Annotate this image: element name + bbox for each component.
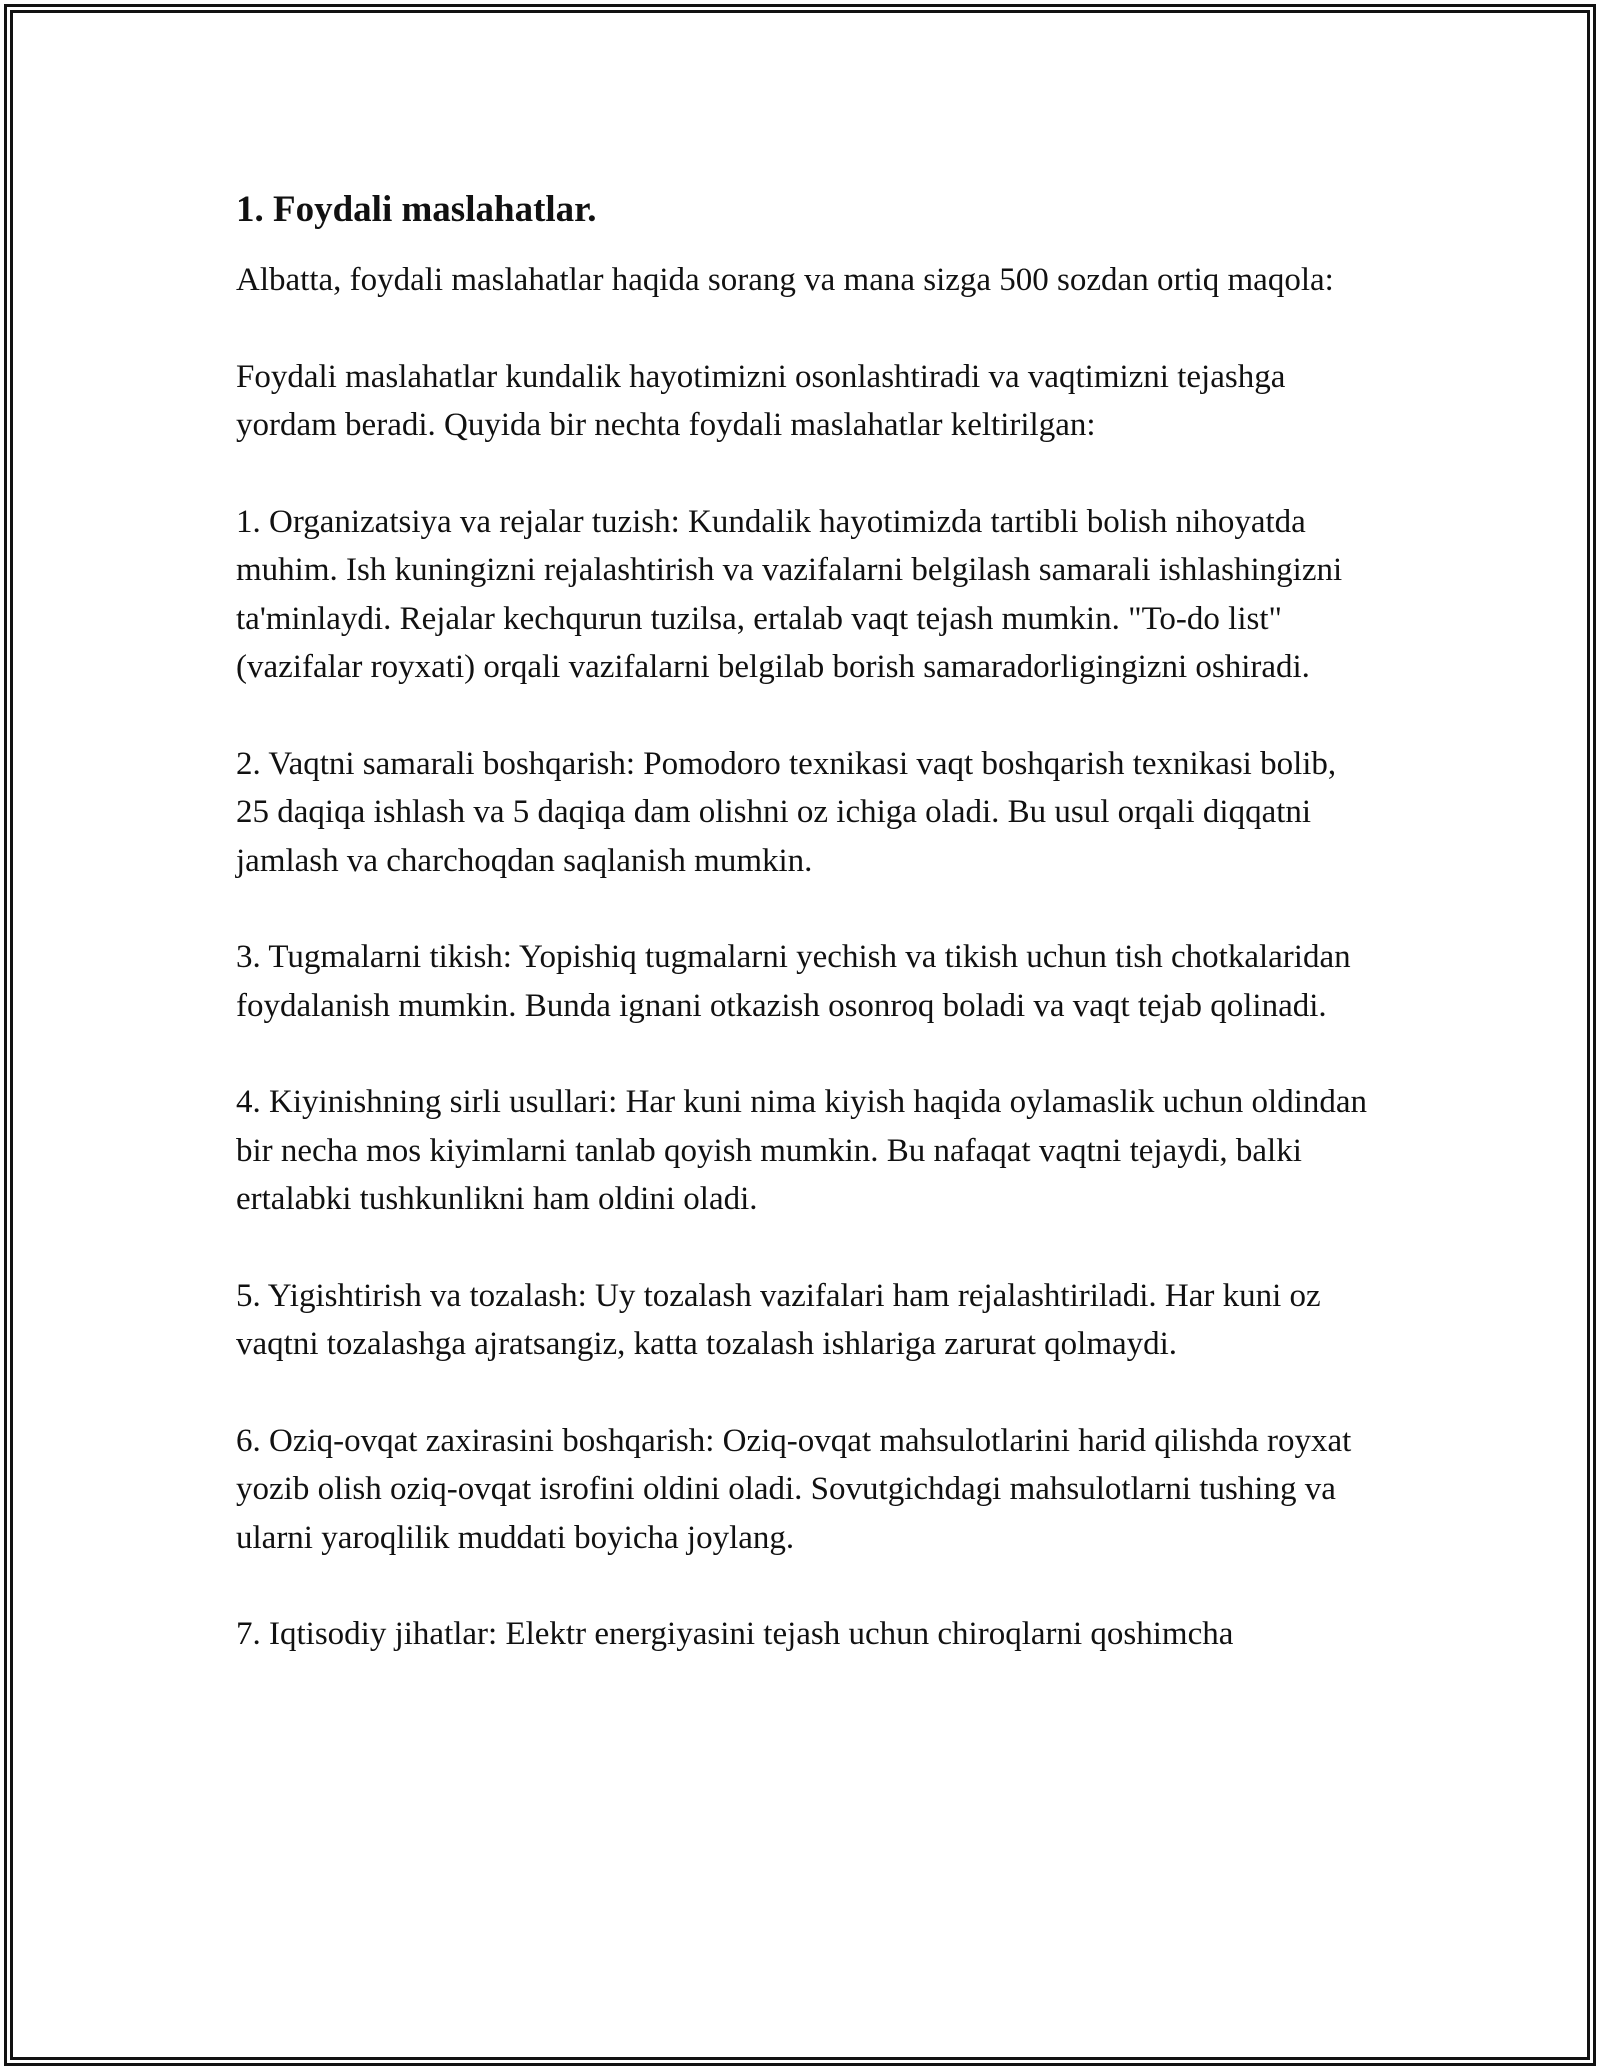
document-heading: 1. Foydali maslahatlar. [236,189,597,230]
tip-paragraph-4: 4. Kiyinishning sirli usullari: Har kuni nima kiyish haqida oylamaslik uchun oldindan bir necha mos kiyimlarni tanlab qoyish mumkin. Bu nafaqat vaqtni tejaydi, balki ertalabki tushkunlikni ham oldini oladi. [236,1084,1368,1217]
document-body [236,186,1376,1707]
intro-paragraph: Albatta, foydali maslahatlar haqida sorang va mana sizga 500 sozdan ortiq maqola: [236,262,1334,298]
tip-paragraph-3: 3. Tugmalarni tikish: Yopishiq tugmalarni yechish va tikish uchun tish chotkalaridan foydalanish mumkin. Bunda ignani otkazish osonroq boladi va vaqt tejab qolinadi. [236,939,1351,1024]
tip-paragraph-2: 2. Vaqtni samarali boshqarish: Pomodoro texnikasi vaqt boshqarish texnikasi bolib, 25 daqiqa ishlash va 5 daqiqa dam olishni oz ichiga oladi. Bu usul orqali diqqatni jamlash va charchoqdan saqlanish mumkin. [236,745,1337,879]
tip-paragraph-5: 5. Yigishtirish va tozalash: Uy tozalash vazifalari ham rejalashtiriladi. Har kuni oz vaqtni tozalashga ajratsangiz, katta tozalash ishlariga zarurat qolmaydi. [236,1277,1321,1362]
tip-paragraph-6: 6. Oziq-ovqat zaxirasini boshqarish: Oziq-ovqat mahsulotlarini harid qilishda royxat yozib olish oziq-ovqat isrofini oldini oladi. Sovutgichdagi mahsulotlarni tushing va ularni yaroqlilik muddati boyicha joylang. [236,1422,1352,1556]
tip-paragraph-7: 7. Iqtisodiy jihatlar: Elektr energiyasini tejash uchun chiroqlarni qoshimcha [236,1616,1234,1652]
overview-paragraph: Foydali maslahatlar kundalik hayotimizni osonlashtiradi va vaqtimizni tejashga yordam beradi. Quyida bir nechta foydali maslahatlar keltirilgan: [236,358,1286,443]
tip-paragraph-1: 1. Organizatsiya va rejalar tuzish: Kundalik hayotimizda tartibli bolish nihoyatda muhim. Ish kuningizni rejalashtirish va vazifalarni belgilash samarali ishlashingizni ta'minlaydi. Rejalar kechqurun tuzilsa, ertalab vaqt tejash mumkin. "To-do list" (vazifalar royxati) orqali vazifalarni belgilab borish samaradorligingizni oshiradi. [236,503,1343,685]
